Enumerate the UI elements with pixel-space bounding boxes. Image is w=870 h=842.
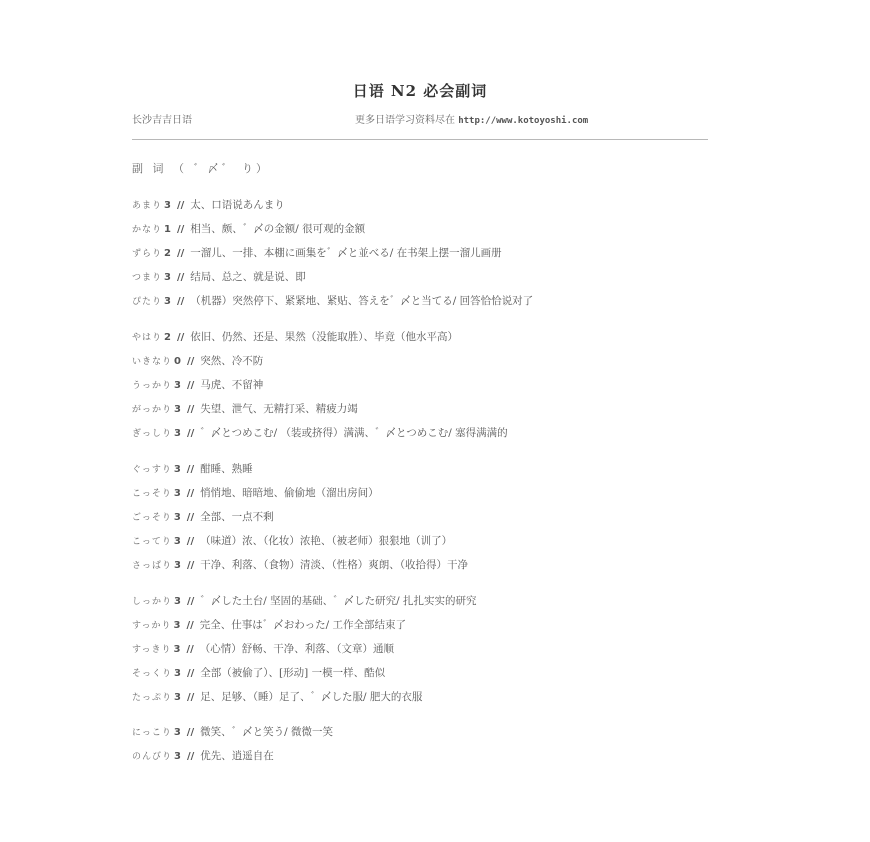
entry-separator: // — [186, 596, 195, 607]
entry-separator: // — [186, 536, 195, 547]
entry-accent: 3 — [173, 464, 181, 475]
entry-accent: 3 — [174, 428, 181, 439]
entry-word: ぴたり — [132, 297, 163, 307]
entry-meaning: （味道）浓、（化妆）浓艳、（被老师）狠狠地（训了） — [200, 535, 453, 547]
adverb-entry — [132, 486, 379, 501]
entry-accent: 3 — [174, 404, 181, 415]
entry-meaning: 微笑、゛〆と笑う/ 微微一笑 — [200, 726, 333, 738]
entry-meaning: 完全、仕事は゛〆おわった/ 工作全部结束了 — [199, 619, 407, 631]
adverb-entry — [132, 330, 458, 345]
header-divider — [132, 139, 708, 140]
entry-separator: // — [176, 224, 185, 235]
entry-meaning: 依旧、仍然、还是、果然（没能取胜）、毕竟（他水平高） — [190, 331, 459, 343]
entry-separator: // — [186, 404, 195, 415]
adverb-entry — [132, 594, 477, 609]
document-title: 日语 N2 必会副词 — [352, 82, 488, 100]
entry-separator: // — [176, 272, 185, 283]
entry-word: すっきり — [132, 645, 172, 655]
adverb-entry — [132, 666, 385, 681]
entry-accent: 3 — [164, 296, 171, 307]
entry-word: ぐっすり — [132, 465, 172, 475]
entry-meaning: ゛〆とつめこむ/ （装或挤得）满满、゛〆とつめこむ/ 塞得满满的 — [200, 427, 508, 439]
entry-accent: 3 — [174, 560, 181, 571]
entry-meaning: 悄悄地、暗暗地、偷偷地（溜出房间） — [200, 487, 379, 499]
entry-word: ぎっしり — [132, 429, 173, 439]
entry-accent: 3 — [164, 200, 171, 211]
adverb-entry — [132, 534, 452, 549]
entry-word: そっくり — [132, 669, 173, 679]
entry-accent: 2 — [164, 332, 171, 343]
entry-separator: // — [186, 356, 195, 367]
header-promo-text: 更多日语学习资料尽在 — [355, 115, 459, 126]
entry-word: しっかり — [132, 597, 173, 607]
entry-accent: 3 — [173, 488, 181, 499]
adverb-entry — [132, 270, 306, 285]
entry-word: やはり — [132, 333, 163, 343]
entry-meaning: 全部（被偷了）、[形动] 一模一样、酷似 — [200, 667, 386, 679]
adverb-entry — [132, 354, 263, 369]
entry-accent: 3 — [173, 536, 181, 547]
entry-word: にっこり — [132, 728, 172, 738]
entry-meaning: 一溜儿、一排、本棚に画集を゛〆と並べる/ 在书架上摆一溜儿画册 — [190, 247, 502, 259]
entry-meaning: 失望、泄气、无精打采、精疲力竭 — [200, 403, 358, 415]
entry-meaning: （心情）舒畅、干净、利落、（文章）通顺 — [199, 643, 394, 655]
entry-accent: 0 — [174, 356, 181, 367]
entry-word: うっかり — [132, 381, 173, 391]
entry-accent: 3 — [173, 512, 181, 523]
entry-meaning: 全部、一点不剩 — [200, 511, 274, 523]
entry-word: いきなり — [132, 357, 173, 367]
entry-meaning: 结局、总之、就是说、即 — [190, 271, 306, 283]
entry-meaning: 干净、利落、（食物）清淡、（性格）爽朗、（收拾得）干净 — [200, 559, 469, 571]
entry-word: のんびり — [132, 752, 173, 762]
adverb-entry — [132, 642, 394, 657]
entry-separator: // — [176, 332, 185, 343]
entry-accent: 3 — [174, 596, 181, 607]
entry-separator: // — [186, 727, 195, 738]
entry-accent: 3 — [173, 644, 181, 655]
entry-separator: // — [186, 428, 195, 439]
header-source: 长沙吉吉日语 — [132, 115, 192, 126]
adverb-entry — [132, 690, 422, 705]
entry-meaning: 太、口语说あんまり — [190, 199, 285, 211]
section-heading: 副 词 （ ゛〆゛ り） — [132, 162, 270, 175]
entry-word: あまり — [132, 201, 163, 211]
adverb-entry — [132, 749, 274, 764]
entry-accent: 3 — [174, 668, 181, 679]
entry-word: こっそり — [132, 489, 172, 499]
entry-separator: // — [176, 200, 185, 211]
adverb-entry — [132, 222, 365, 237]
entry-accent: 3 — [173, 727, 181, 738]
entry-separator: // — [186, 380, 195, 391]
entry-separator: // — [186, 560, 195, 571]
entry-word: たっぷり — [132, 693, 173, 703]
entry-word: さっぱり — [132, 561, 173, 571]
entry-accent: 3 — [173, 620, 181, 631]
entry-accent: 3 — [174, 380, 181, 391]
adverb-entry — [132, 510, 274, 525]
entry-word: つまり — [132, 273, 163, 283]
adverb-entry — [132, 725, 333, 740]
adverb-entry — [132, 618, 406, 633]
entry-separator: // — [186, 692, 195, 703]
entry-separator: // — [176, 296, 185, 307]
adverb-entry — [132, 198, 285, 213]
entry-accent: 1 — [164, 224, 171, 235]
entry-separator: // — [186, 751, 195, 762]
entry-meaning: 优先、逍遥自在 — [200, 750, 274, 762]
entry-meaning: 马虎、不留神 — [200, 379, 264, 391]
adverb-entry — [132, 402, 358, 417]
entry-meaning: ゛〆した土台/ 坚固的基础、゛〆した研究/ 扎扎实实的研究 — [200, 595, 477, 607]
entry-meaning: 相当、颇、゛〆の金额/ 很可观的金额 — [190, 223, 366, 235]
entry-separator: // — [186, 620, 194, 631]
entry-meaning: 酣睡、熟睡 — [200, 463, 253, 475]
entry-separator: // — [186, 668, 195, 679]
adverb-entry — [132, 294, 533, 309]
adverb-entry — [132, 462, 253, 477]
entry-accent: 3 — [164, 272, 171, 283]
entry-word: こってり — [132, 537, 172, 547]
entry-separator: // — [186, 644, 194, 655]
entry-accent: 3 — [174, 751, 181, 762]
entry-meaning: 足、足够、（睡）足了、゛〆した服/ 肥大的衣服 — [200, 691, 423, 703]
entry-word: ごっそり — [132, 513, 172, 523]
entry-word: かなり — [132, 225, 163, 235]
entry-separator: // — [186, 488, 195, 499]
header-url-link[interactable]: http://www.kotoyoshi.com — [458, 116, 589, 126]
adverb-entry — [132, 558, 468, 573]
entry-separator: // — [176, 248, 185, 259]
adverb-entry — [132, 246, 502, 261]
adverb-entry — [132, 426, 508, 441]
entry-accent: 3 — [174, 692, 181, 703]
entry-separator: // — [186, 512, 195, 523]
entry-word: がっかり — [132, 405, 173, 415]
header-promo — [355, 111, 588, 126]
entry-separator: // — [186, 464, 195, 475]
entry-meaning: （机器）突然停下、紧紧地、紧贴、答えを゛〆と当てる/ 回答恰恰说对了 — [190, 295, 534, 307]
entry-word: ずらり — [132, 249, 163, 259]
entry-word: すっかり — [132, 621, 172, 631]
entry-meaning: 突然、冷不防 — [200, 355, 264, 367]
entry-accent: 2 — [164, 248, 171, 259]
adverb-entry — [132, 378, 263, 393]
